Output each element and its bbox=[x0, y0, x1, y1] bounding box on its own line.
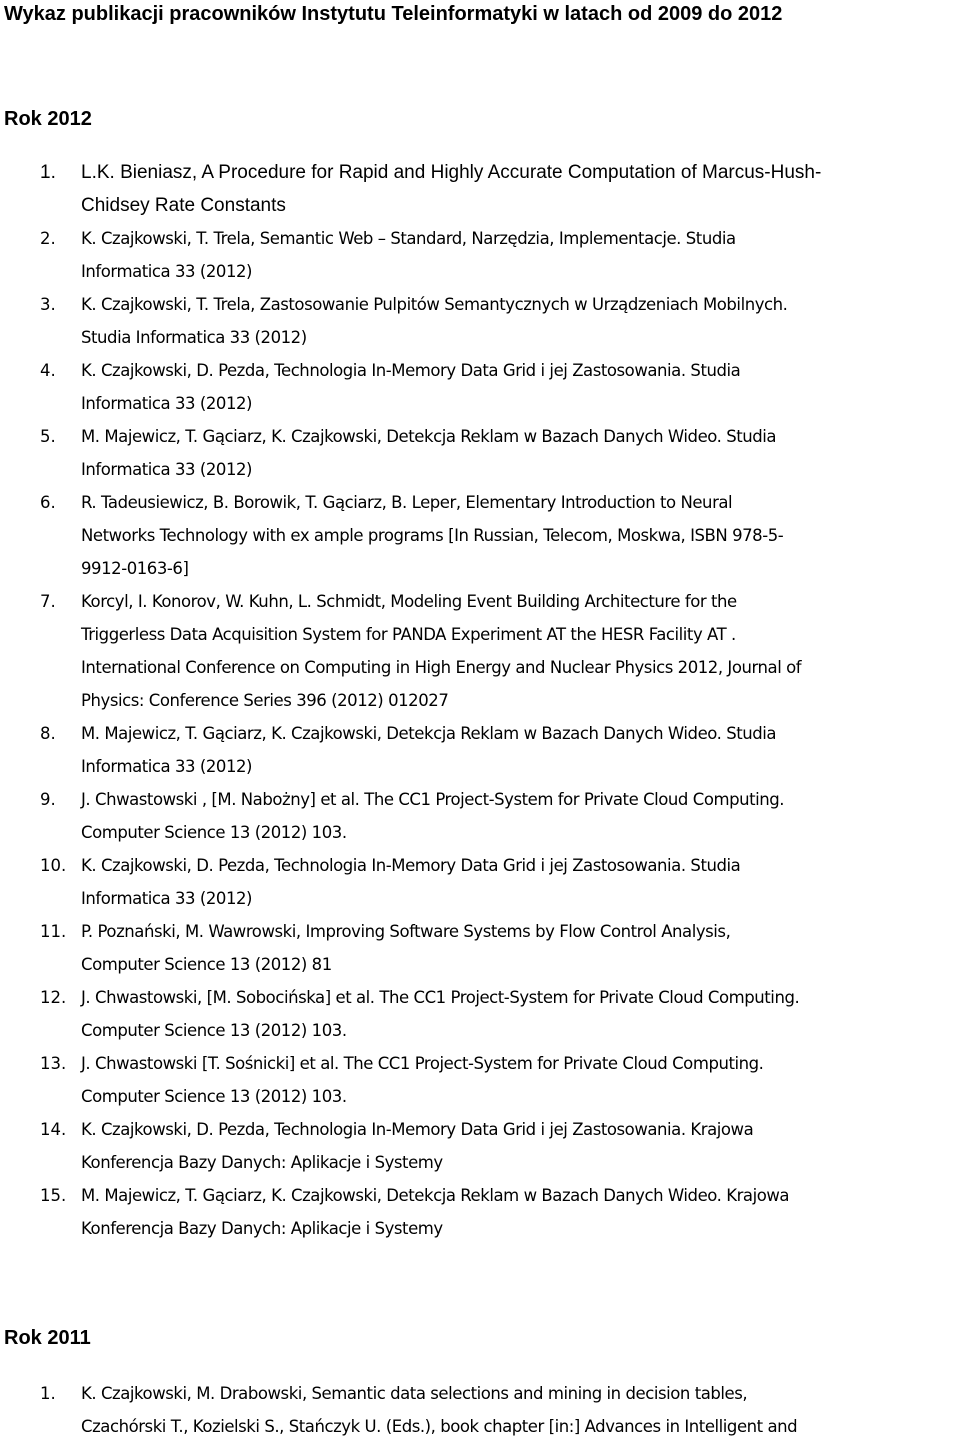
publication-item bbox=[0, 156, 958, 222]
publication-item bbox=[0, 783, 958, 849]
publication-line: K. Czajkowski, D. Pezda, Technologia In-Memory Data Grid i jej Zastosowania. Studia bbox=[81, 856, 741, 875]
publication-item bbox=[0, 1377, 958, 1440]
publication-line: Informatica 33 (2012) bbox=[81, 262, 253, 281]
publication-line: 9912-0163-6] bbox=[81, 559, 189, 578]
document-title: Wykaz publikacji pracowników Instytutu Teleinformatyki w latach od 2009 do 2012 bbox=[4, 3, 783, 25]
publication-number: 12. bbox=[40, 988, 67, 1007]
publication-line: Konferencja Bazy Danych: Aplikacje i Systemy bbox=[81, 1153, 443, 1172]
publication-line: R. Tadeusiewicz, B. Borowik, T. Gąciarz, B. Leper, Elementary Introduction to Neural bbox=[81, 493, 733, 512]
publication-number: 10. bbox=[40, 856, 67, 875]
publication-number: 9. bbox=[40, 790, 56, 809]
publication-item bbox=[0, 354, 958, 420]
publication-number: 15. bbox=[40, 1186, 67, 1205]
publication-number: 8. bbox=[40, 724, 56, 743]
publication-item bbox=[0, 420, 958, 486]
publication-item bbox=[0, 222, 958, 288]
publication-line: J. Chwastowski , [M. Nabożny] et al. The CC1 Project-System for Private Cloud Computing. bbox=[81, 790, 785, 809]
publication-line: L.K. Bieniasz, A Procedure for Rapid and Highly Accurate Computation of Marcus-Hush- bbox=[81, 162, 822, 183]
publication-line: Computer Science 13 (2012) 103. bbox=[81, 823, 347, 842]
publication-line: P. Poznański, M. Wawrowski, Improving Software Systems by Flow Control Analysis, bbox=[81, 922, 731, 941]
publication-item bbox=[0, 585, 958, 717]
publication-number: 14. bbox=[40, 1120, 67, 1139]
publication-line: K. Czajkowski, M. Drabowski, Semantic data selections and mining in decision tables, bbox=[81, 1384, 748, 1403]
publication-list-2011 bbox=[0, 1377, 958, 1440]
publication-line: K. Czajkowski, D. Pezda, Technologia In-Memory Data Grid i jej Zastosowania. Studia bbox=[81, 361, 741, 380]
publication-number: 4. bbox=[40, 361, 56, 380]
publication-line: Informatica 33 (2012) bbox=[81, 460, 253, 479]
publication-line: M. Majewicz, T. Gąciarz, K. Czajkowski, Detekcja Reklam w Bazach Danych Wideo. Studia bbox=[81, 427, 777, 446]
publication-number: 7. bbox=[40, 592, 56, 611]
publication-item bbox=[0, 849, 958, 915]
publication-number: 3. bbox=[40, 295, 56, 314]
publication-number: 2. bbox=[40, 229, 56, 248]
publication-item bbox=[0, 981, 958, 1047]
publication-number: 6. bbox=[40, 493, 56, 512]
publication-line: Computer Science 13 (2012) 103. bbox=[81, 1087, 347, 1106]
section-heading-2011: Rok 2011 bbox=[4, 1327, 91, 1349]
publication-item bbox=[0, 1179, 958, 1245]
publication-line: Computer Science 13 (2012) 103. bbox=[81, 1021, 347, 1040]
publication-line: Chidsey Rate Constants bbox=[81, 195, 286, 216]
publication-line: Computer Science 13 (2012) 81 bbox=[81, 955, 332, 974]
publication-line: J. Chwastowski [T. Sośnicki] et al. The CC1 Project-System for Private Cloud Computing. bbox=[81, 1054, 764, 1073]
publication-line: K. Czajkowski, T. Trela, Semantic Web – Standard, Narzędzia, Implementacje. Studia bbox=[81, 229, 736, 248]
publication-line: Informatica 33 (2012) bbox=[81, 889, 253, 908]
publication-item bbox=[0, 486, 958, 585]
publication-list-2012 bbox=[0, 156, 958, 1245]
publication-line: Konferencja Bazy Danych: Aplikacje i Systemy bbox=[81, 1219, 443, 1238]
publication-item bbox=[0, 1113, 958, 1179]
publication-item bbox=[0, 1047, 958, 1113]
publication-line: M. Majewicz, T. Gąciarz, K. Czajkowski, Detekcja Reklam w Bazach Danych Wideo. Studia bbox=[81, 724, 777, 743]
publication-number: 11. bbox=[40, 922, 67, 941]
publication-line: K. Czajkowski, T. Trela, Zastosowanie Pulpitów Semantycznych w Urządzeniach Mobilnych. bbox=[81, 295, 788, 314]
publication-item bbox=[0, 915, 958, 981]
publication-line: Czachórski T., Kozielski S., Stańczyk U. (Eds.), book chapter [in:] Advances in Intelligent and bbox=[81, 1417, 798, 1436]
publication-number: 13. bbox=[40, 1054, 67, 1073]
publication-line: M. Majewicz, T. Gąciarz, K. Czajkowski, Detekcja Reklam w Bazach Danych Wideo. Krajowa bbox=[81, 1186, 790, 1205]
publication-line: Studia Informatica 33 (2012) bbox=[81, 328, 307, 347]
publication-item bbox=[0, 288, 958, 354]
publication-line: Physics: Conference Series 396 (2012) 012027 bbox=[81, 691, 449, 710]
publication-line: Informatica 33 (2012) bbox=[81, 757, 253, 776]
publication-line: K. Czajkowski, D. Pezda, Technologia In-Memory Data Grid i jej Zastosowania. Krajowa bbox=[81, 1120, 754, 1139]
publication-number: 1. bbox=[40, 162, 56, 183]
publication-number: 5. bbox=[40, 427, 56, 446]
publication-line: International Conference on Computing in High Energy and Nuclear Physics 2012, Journal of bbox=[81, 658, 802, 677]
publication-item bbox=[0, 717, 958, 783]
section-heading-2012: Rok 2012 bbox=[4, 108, 92, 130]
publication-line: Networks Technology with ex ample programs [In Russian, Telecom, Moskwa, ISBN 978-5- bbox=[81, 526, 784, 545]
publication-line: J. Chwastowski, [M. Sobocińska] et al. The CC1 Project-System for Private Cloud Computing. bbox=[81, 988, 800, 1007]
publication-line: Informatica 33 (2012) bbox=[81, 394, 253, 413]
publication-number: 1. bbox=[40, 1384, 56, 1403]
publication-line: Triggerless Data Acquisition System for PANDA Experiment AT the HESR Facility AT . bbox=[81, 625, 736, 644]
publication-line: Korcyl, I. Konorov, W. Kuhn, L. Schmidt, Modeling Event Building Architecture for the bbox=[81, 592, 737, 611]
